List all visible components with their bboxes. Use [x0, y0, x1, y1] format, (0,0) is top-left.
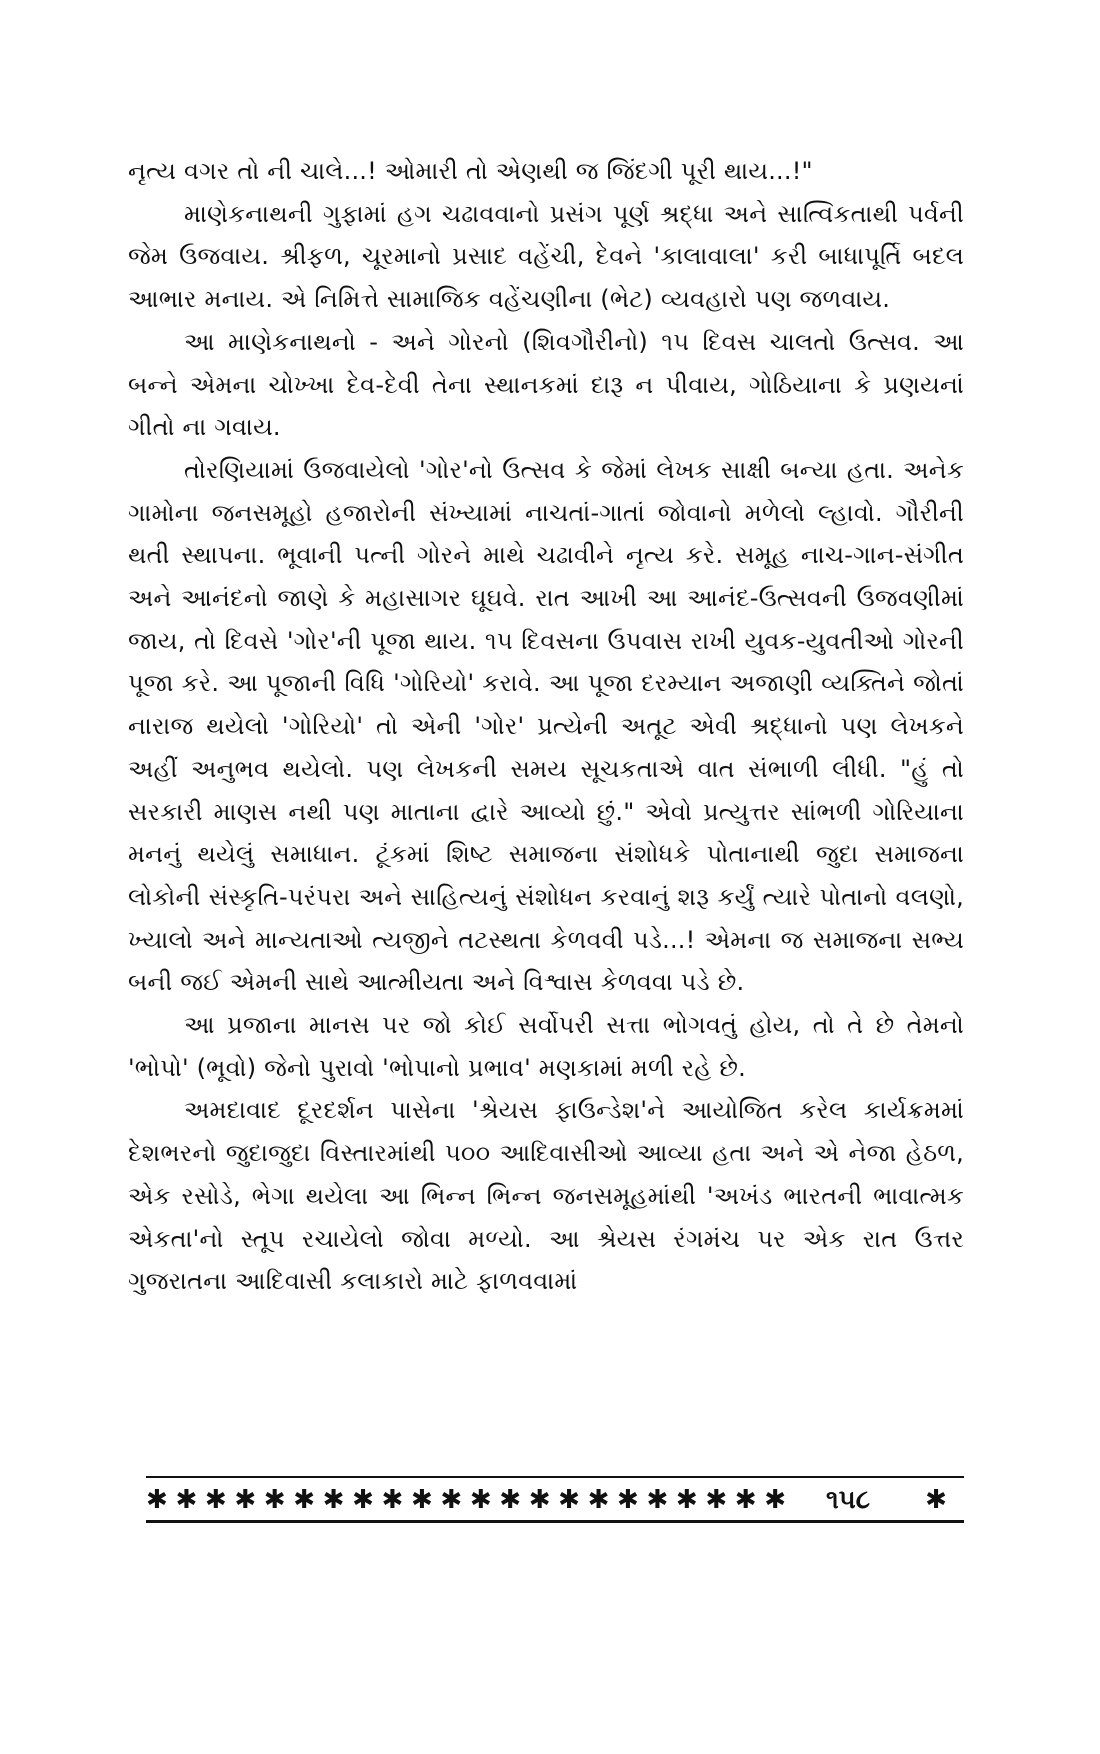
footer-bottom-rule — [146, 1520, 964, 1523]
paragraph: તોરણિયામાં ઉજવાયેલો 'ગોર'નો ઉત્સવ કે જેમાં લેખક સાક્ષી બન્યા હતા. અનેક ગામોના જનસમૂહો હજારોની સંખ્યામાં નાચતાં-ગાતાં જોવાનો મળેલો લ્હાવો. ગૌરીની થતી સ્થાપના. ભૂવાની પત્ની ગોરને માથે ચઢાવીને નૃત્ય કરે. સમૂહ નાચ-ગાન-સંગીત અને આનંદનો જાણે કે મહાસાગર ઘૂઘવે. રાત આખી આ આનંદ-ઉત્સવની ઉજવણીમાં જાય, તો દિવસે 'ગોર'ની પૂજા થાય. ૧૫ દિવસના ઉપવાસ રાખી યુવક-યુવતીઓ ગોરની પૂજા કરે. આ પૂજાની વિધિ 'ગોરિયો' કરાવે. આ પૂજા દરમ્યાન અજાણી વ્યક્તિને જોતાં નારાજ થયેલો 'ગોરિયો' તો એની 'ગોર' પ્રત્યેની અતૂટ એવી શ્રદ્ધાનો પણ લેખકને અહીં અનુભવ થયેલો. પણ લેખકની સમય સૂચકતાએ વાત સંભાળી લીધી. "હું તો સરકારી માણસ નથી પણ માતાના દ્વારે આવ્યો છું." એવો પ્રત્યુત્તર સાંભળી ગોરિયાના મનનું થયેલું સમાધાન. ટૂંકમાં શિષ્ટ સમાજના સંશોધકે પોતાનાથી જુદા સમાજના લોકોની સંસ્કૃતિ-પરંપરા અને સાહિત્યનું સંશોધન કરવાનું શરૂ કર્યું ત્યારે પોતાનો વલણો, ખ્યાલો અને માન્યતાઓ ત્યજીને તટસ્થતા કેળવવી પડે...! એમના જ સમાજના સભ્ય બની જઈ એમની સાથે આત્મીયતા અને વિશ્વાસ કેળવવા પડે છે. — [128, 455, 964, 997]
star-ornament-icon: ✱ — [764, 1485, 786, 1515]
star-ornament-icon: ✱ — [587, 1485, 610, 1515]
page-footer — [146, 1476, 964, 1528]
star-ornament-icon: ✱ — [234, 1485, 257, 1515]
star-ornament-icon: ✱ — [675, 1485, 698, 1515]
star-ornament-icon: ✱ — [204, 1485, 227, 1515]
star-ornament-icon: ✱ — [352, 1485, 374, 1515]
paragraph: આ માણેકનાથનો - અને ગોરનો (શિવગૌરીનો) ૧૫ દિવસ ચાલતો ઉત્સવ. આ બન્ને એમના ચોખ્ખા દેવ-દેવી તેના સ્થાનકમાં દારૂ ન પીવાય, ગોઠિયાના કે પ્રણયનાં ગીતો ના ગવાય. — [128, 327, 964, 442]
paragraph: અમદાવાદ દૂરદર્શન પાસેના 'શ્રેયસ ફાઉન્ડેશ'ને આયોજિત કરેલ કાર્યક્રમમાં દેશભરનો જુદાજુદા વિસ્તારમાંથી ૫૦૦ આદિવાસીઓ આવ્યા હતા અને એ નેજા હેઠળ, એક રસોડે, ભેગા થયેલા આ ભિન્ન ભિન્ન જનસમૂહમાંથી 'અખંડ ભારતની ભાવાત્મક એકતા'નો સ્તૂપ રચાયેલો જોવા મળ્યો. આ શ્રેયસ રંગમંચ પર એક રાત ઉત્તર ગુજરાતના આદિવાસી કલાકારો માટે ફાળવવામાં — [128, 1096, 964, 1296]
star-ornament-icon: ✱ — [558, 1485, 580, 1515]
star-ornament-icon: ✱ — [146, 1485, 168, 1515]
star-ornament-icon: ✱ — [499, 1485, 522, 1515]
star-ornament-icon: ✱ — [469, 1485, 492, 1515]
book-page — [128, 150, 964, 1680]
footer-star-row — [146, 1482, 786, 1518]
star-ornament-icon: ✱ — [617, 1485, 639, 1515]
footer-top-rule — [146, 1476, 964, 1478]
star-ornament-icon: ✱ — [925, 1485, 947, 1515]
star-ornament-icon: ✱ — [322, 1485, 345, 1515]
star-ornament-icon: ✱ — [705, 1485, 728, 1515]
star-ornament-icon: ✱ — [528, 1485, 551, 1515]
paragraph: આ પ્રજાના માનસ પર જો કોઈ સર્વોપરી સત્તા ભોગવતું હોય, તો તે છે તેમનો 'ભોપો' (ભૂવો) જેનો પુરાવો 'ભોપાનો પ્રભાવ' મણકામાં મળી રહે છે. — [128, 1011, 964, 1082]
star-ornament-icon: ✱ — [734, 1485, 757, 1515]
star-ornament-icon: ✱ — [381, 1485, 404, 1515]
star-ornament-icon: ✱ — [263, 1485, 286, 1515]
page-number: ૧૫૮ — [825, 1485, 871, 1515]
paragraph: નૃત્ય વગર તો ની ચાલે...! ઓમારી તો એણથી જ જિંદગી પૂરી થાય...!" — [128, 157, 813, 185]
paragraph: માણેકનાથની ગુફામાં હગ ચઢાવવાનો પ્રસંગ પૂર્ણ શ્રદ્ધા અને સાત્વિકતાથી પર્વની જેમ ઉજવાય. શ્રીફળ, ચૂરમાનો પ્રસાદ વહેંચી, દેવને 'કાલાવાલા' કરી બાધાપૂર્તિ બદલ આભાર મનાય. એ નિમિત્તે સામાજિક વહેંચણીના (ભેટ) વ્યવહારો પણ જળવાય. — [128, 199, 964, 314]
star-ornament-icon: ✱ — [440, 1485, 463, 1515]
star-ornament-icon: ✱ — [646, 1485, 669, 1515]
star-ornament-icon: ✱ — [293, 1485, 315, 1515]
star-ornament-icon: ✱ — [175, 1485, 198, 1515]
star-ornament-icon: ✱ — [410, 1485, 433, 1515]
body-text — [128, 150, 964, 1303]
